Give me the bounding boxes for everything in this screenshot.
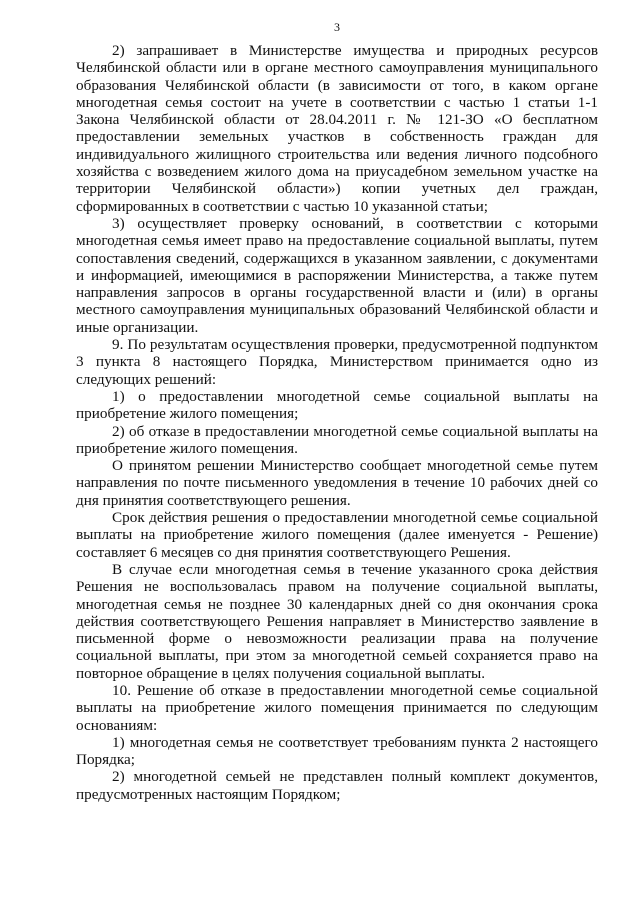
paragraph-decision-term: Срок действия решения о предоставлении многодетной семье социальной выплаты на приобретение жилого помещения (далее именуется - Решение) составляет 6 месяцев со дня принятия соответствующего Решения. — [76, 509, 598, 561]
paragraph-notification: О принятом решении Министерство сообщает многодетной семье путем направления по почте письменного уведомления в течение 10 рабочих дней со дня принятия соответствующего решения. — [76, 457, 598, 509]
paragraph-9-2: 2) об отказе в предоставлении многодетной семье социальной выплаты на приобретение жилого помещения. — [76, 422, 598, 457]
paragraph-9-1: 1) о предоставлении многодетной семье социальной выплаты на приобретение жилого помещения; — [76, 387, 598, 423]
paragraph-10-2: 2) многодетной семьей не представлен полный комплект документов, предусмотренных настоящим Порядком; — [76, 768, 598, 803]
page-number: 3 — [334, 20, 340, 34]
paragraph-unused-decision: В случае если многодетная семья в течение указанного срока действия Решения не воспользовалась правом на получение социальной выплаты, многодетная семья не позднее 30 календарных дней со дня окончания срока действия соответствующего Решения направляет в Министерство заявление в письменной форме о невозможности реализации права на получение социальной выплаты, при этом за многодетной семьей сохраняется право на повторное обращение в целях получения социальной выплаты. — [76, 560, 598, 682]
paragraph-9: 9. По результатам осуществления проверки, предусмотренной подпунктом 3 пункта 8 настоящего Порядка, Министерством принимается одно из следующих решений: — [76, 336, 598, 388]
paragraph-8-2: 2) запрашивает в Министерстве имущества и природных ресурсов Челябинской области или в органе местного самоуправления муниципального образования Челябинской области (в зависимости от того, в каком органе многодетная семья состоит на учете в соответствии с частью 1 статьи 1-1 Закона Челябинской области от 28.04.2011 г. № 121-ЗО «О бесплатном предоставлении земельных участков в собственность граждан для индивидуального жилищного строительства или ведения личного подсобного хозяйства с возведением жилого дома на приусадебном земельном участке на территории Челябинской области») копии учетных дел граждан, сформированных в соответствии с частью 10 указанной статьи; — [76, 42, 598, 215]
paragraph-8-3: 3) осуществляет проверку оснований, в соответствии с которыми многодетная семья имеет право на предоставление социальной выплаты, путем сопоставления сведений, содержащихся в указанном заявлении, с документами и информацией, имеющимися в распоряжении Министерства, а также путем направления запросов в органы государственной власти и (или) в органы местного самоуправления муниципальных образований Челябинской области и иные организации. — [76, 214, 598, 336]
paragraph-10: 10. Решение об отказе в предоставлении многодетной семье социальной выплаты на приобретение жилого помещения принимается по следующим основаниям: — [76, 681, 598, 734]
paragraph-10-1: 1) многодетная семья не соответствует требованиям пункта 2 настоящего Порядка; — [76, 733, 598, 769]
